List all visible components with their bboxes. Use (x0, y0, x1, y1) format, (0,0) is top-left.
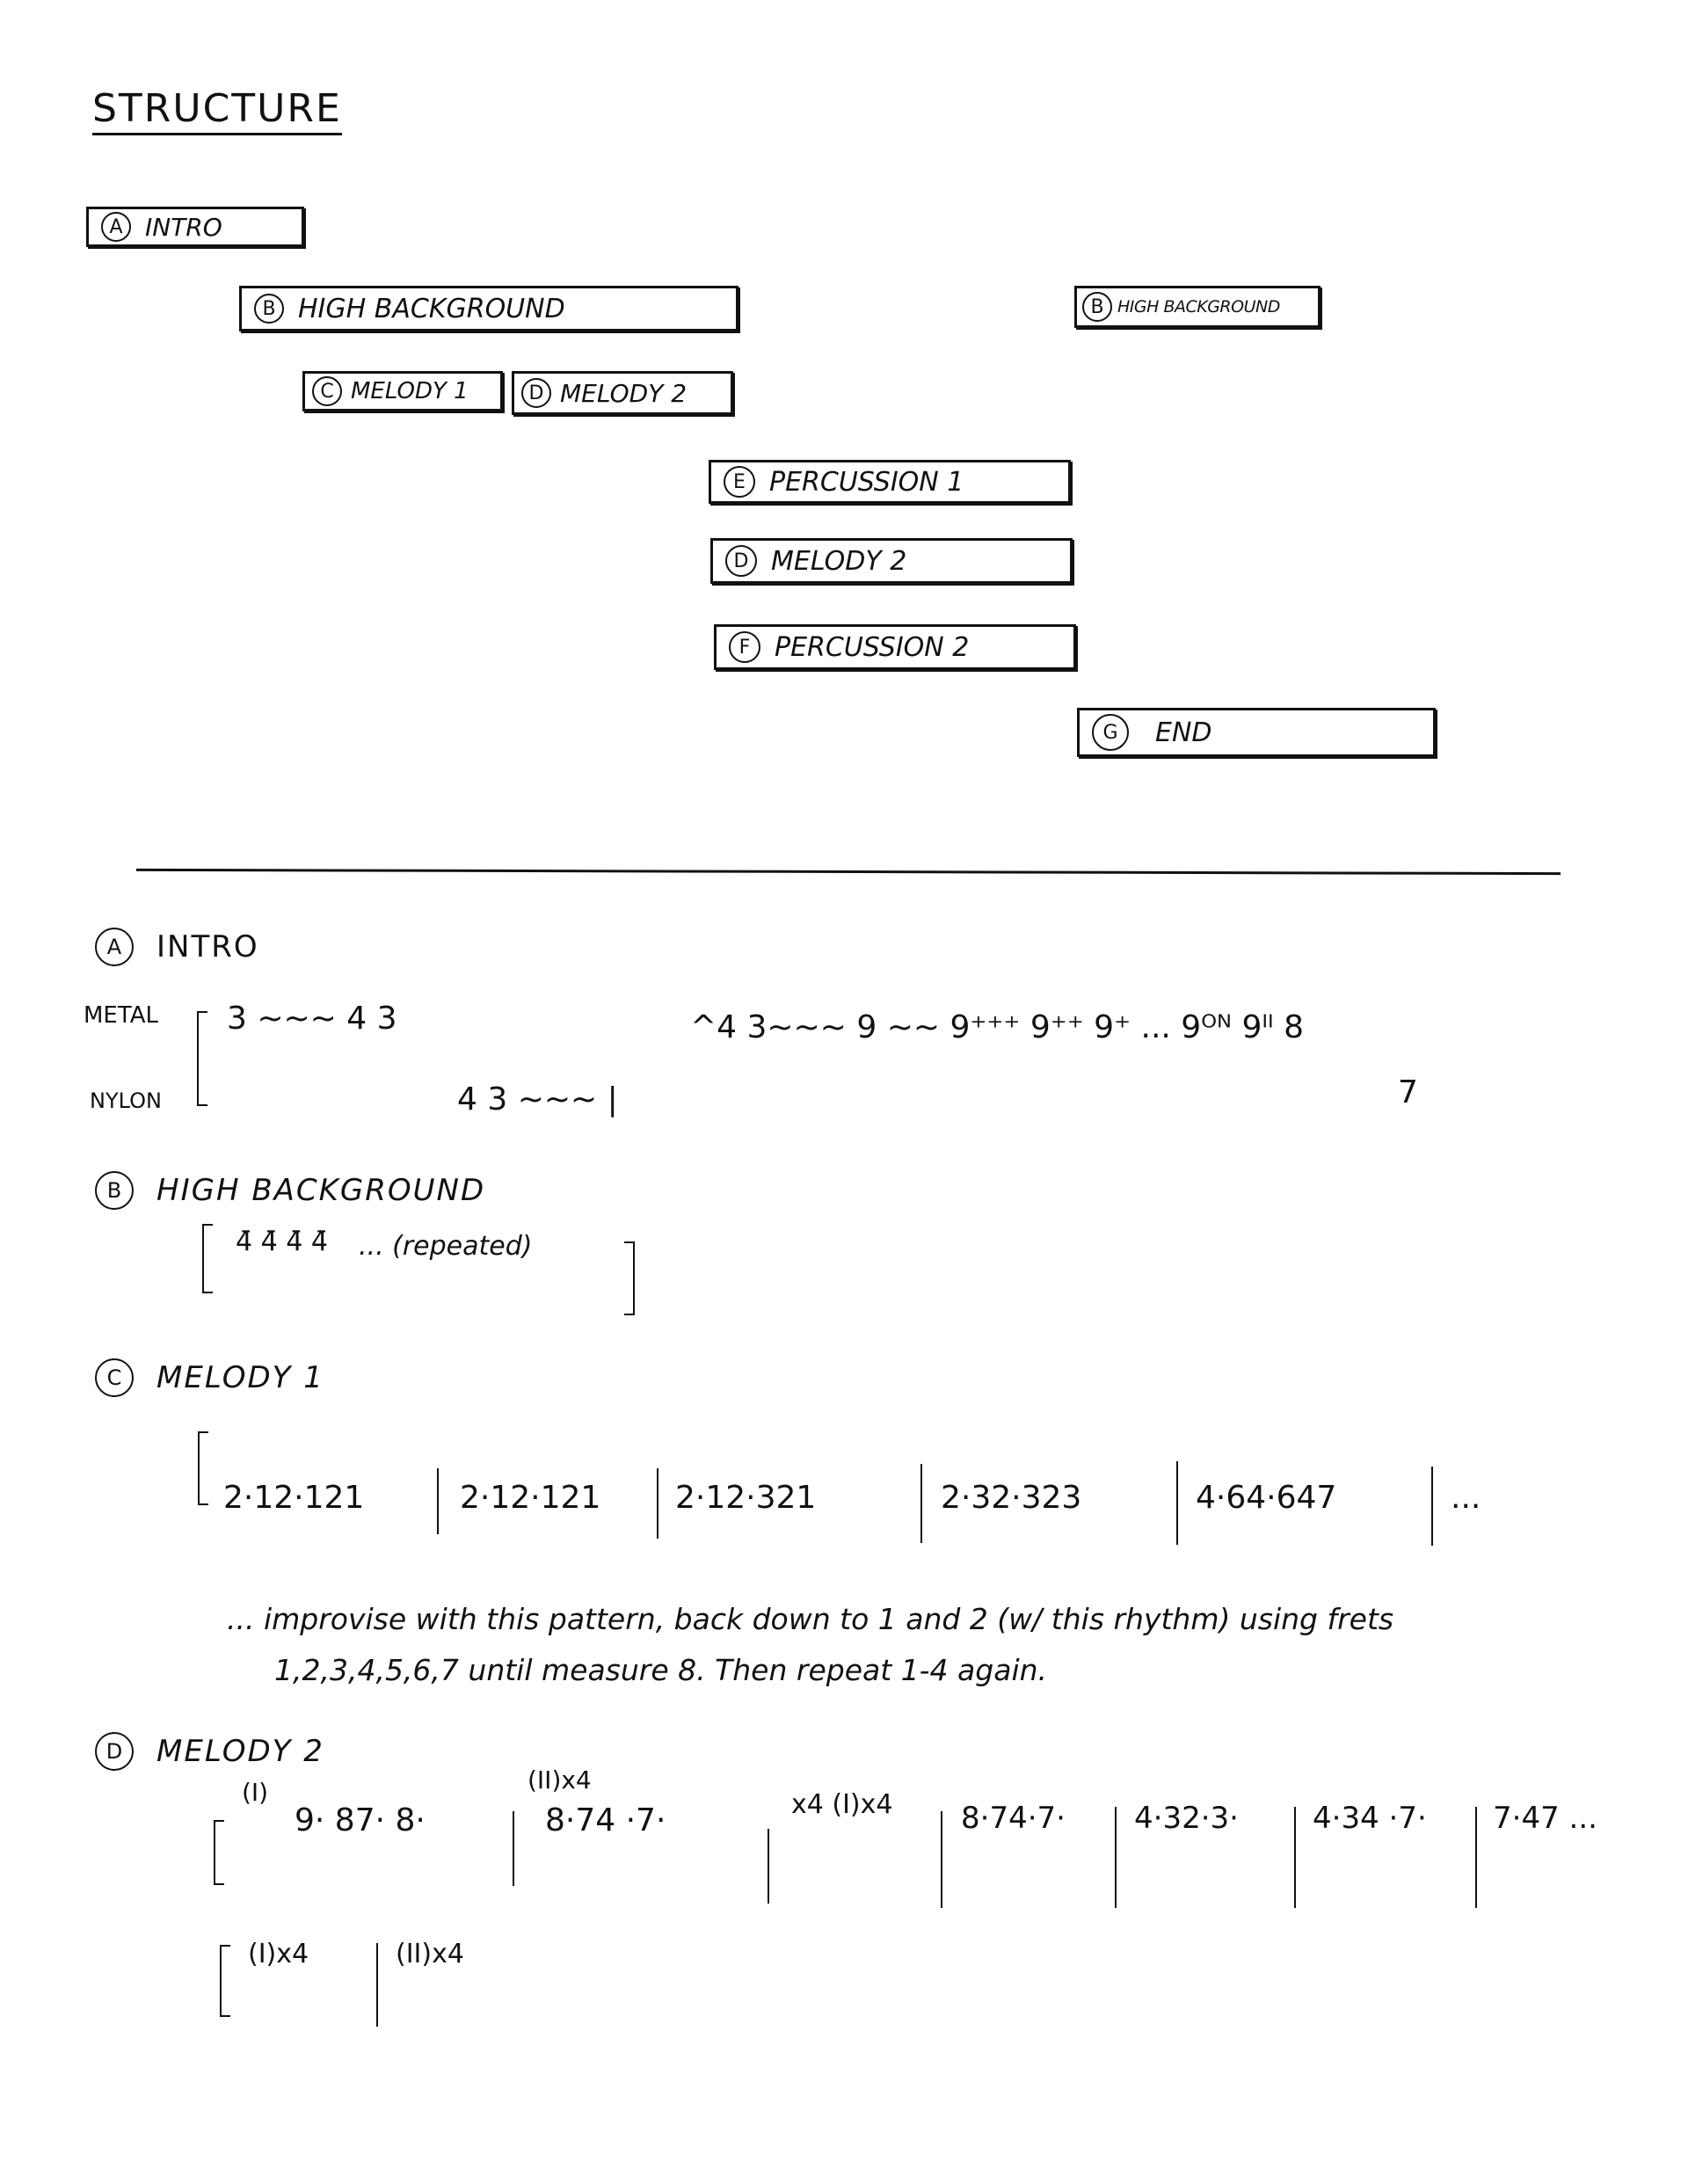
block-label: INTRO (145, 212, 222, 242)
bar-line (513, 1811, 514, 1886)
block-label: PERCUSSION 2 (775, 631, 970, 663)
nylon-notes-1: 4 3 ~~~ | (457, 1081, 618, 1117)
melody-2-measure: x4 (I)x4 (791, 1789, 893, 1820)
letter-a-icon: A (95, 928, 134, 966)
bar-line (376, 1943, 378, 2027)
bar-line (768, 1829, 769, 1904)
melody-2-bracket (214, 1820, 224, 1885)
melody-1-heading (95, 1358, 324, 1397)
letter-f-icon: F (729, 631, 760, 663)
bar-line (1115, 1807, 1117, 1908)
nylon-notes-2: 7 (1398, 1074, 1418, 1110)
block-label: HIGH BACKGROUND (298, 293, 565, 324)
melody-1-measure: 4·64·647 (1196, 1480, 1337, 1516)
pattern-bracket-left (202, 1224, 213, 1293)
metal-label: METAL (84, 1002, 158, 1029)
bar-line (437, 1468, 439, 1534)
metal-notes-2: ^4 3~~~ 9 ~~ 9⁺⁺⁺ 9⁺⁺ 9⁺ ... 9ᴼᴺ 9ᴵᴵ 8 (690, 1009, 1305, 1045)
bar-line (657, 1468, 658, 1539)
melody-2-measure: 4·32·3· (1134, 1801, 1239, 1836)
block-label: HIGH BACKGROUND (1117, 297, 1280, 317)
section-title: MELODY 2 (156, 1734, 324, 1769)
section-divider (136, 869, 1561, 875)
melody-2-label: (I)x4 (248, 1939, 309, 1969)
letter-g-icon: G (1092, 714, 1129, 751)
letter-b-icon: B (1082, 292, 1112, 322)
letter-d-icon: D (95, 1732, 134, 1771)
pattern-bracket-right (624, 1241, 635, 1315)
block-intro (86, 207, 304, 247)
block-melody-2-repeat (710, 538, 1073, 584)
block-label: MELODY 1 (351, 378, 469, 404)
melody-2-heading (95, 1732, 324, 1771)
bar-line (1294, 1807, 1296, 1908)
melody-2-label: (II)x4 (396, 1939, 464, 1969)
letter-d-icon: D (521, 378, 551, 408)
melody-1-instructions: 1,2,3,4,5,6,7 until measure 8. Then repeat 1-4 again. (274, 1653, 1048, 1687)
melody-2-measure: 4·34 ·7· (1313, 1801, 1427, 1836)
block-melody-1 (302, 371, 503, 411)
block-label: PERCUSSION 1 (769, 466, 964, 498)
melody-1-measure: 2·32·323 (941, 1480, 1082, 1516)
letter-d-icon: D (725, 545, 757, 577)
page-title: STRUCTURE (92, 86, 342, 135)
melody-1-instructions: ... improvise with this pattern, back down to 1 and 2 (w/ this rhythm) using frets (227, 1602, 1394, 1636)
melody-1-measure: 2·12·321 (675, 1480, 817, 1516)
bar-line (1176, 1461, 1178, 1545)
bar-line (1475, 1807, 1477, 1908)
letter-c-icon: C (95, 1358, 134, 1397)
letter-b-icon: B (95, 1171, 134, 1210)
melody-1-measure: 2·12·121 (223, 1480, 365, 1516)
melody-2-measure: 9· 87· 8· (295, 1802, 426, 1838)
block-percussion-2 (714, 624, 1076, 670)
melody-1-ellipsis: ... (1451, 1480, 1481, 1516)
melody-2-label: (II)x4 (528, 1765, 592, 1795)
block-end (1077, 708, 1436, 757)
section-title: MELODY 1 (156, 1360, 324, 1395)
melody-2-label: (I) (242, 1778, 269, 1807)
intro-heading (95, 928, 259, 966)
melody-2-measure: 7·47 ... (1493, 1801, 1597, 1836)
bar-line (920, 1464, 922, 1543)
melody-2-measure: 8·74 ·7· (545, 1802, 666, 1838)
high-background-heading (95, 1171, 485, 1210)
repeat-note: ... (repeated) (359, 1231, 533, 1262)
metal-notes-1: 3 ~~~ 4 3 (227, 1001, 397, 1037)
melody-1-measure: 2·12·121 (460, 1480, 601, 1516)
background-pattern: 4̄ 4̄ 4̄ 4̄ (236, 1227, 328, 1257)
block-label: MELODY 2 (560, 378, 688, 408)
letter-b-icon: B (254, 294, 284, 324)
instrument-bracket (197, 1011, 207, 1106)
letter-e-icon: E (724, 466, 755, 498)
block-melody-2 (512, 371, 733, 415)
section-title: HIGH BACKGROUND (156, 1173, 486, 1208)
block-high-background-end (1074, 286, 1321, 328)
melody-1-bracket (198, 1431, 208, 1505)
melody-2-bracket-row-2 (220, 1945, 230, 2017)
section-title: INTRO (156, 929, 259, 965)
melody-2-measure: 8·74·7· (961, 1801, 1066, 1836)
block-label: MELODY 2 (771, 545, 907, 577)
letter-a-icon: A (101, 212, 131, 242)
block-high-background (239, 286, 738, 331)
bar-line (941, 1811, 942, 1908)
nylon-label: NYLON (90, 1088, 162, 1113)
block-label: END (1155, 717, 1212, 748)
bar-line (1431, 1467, 1433, 1546)
letter-c-icon: C (312, 376, 342, 406)
block-percussion-1 (709, 460, 1071, 504)
